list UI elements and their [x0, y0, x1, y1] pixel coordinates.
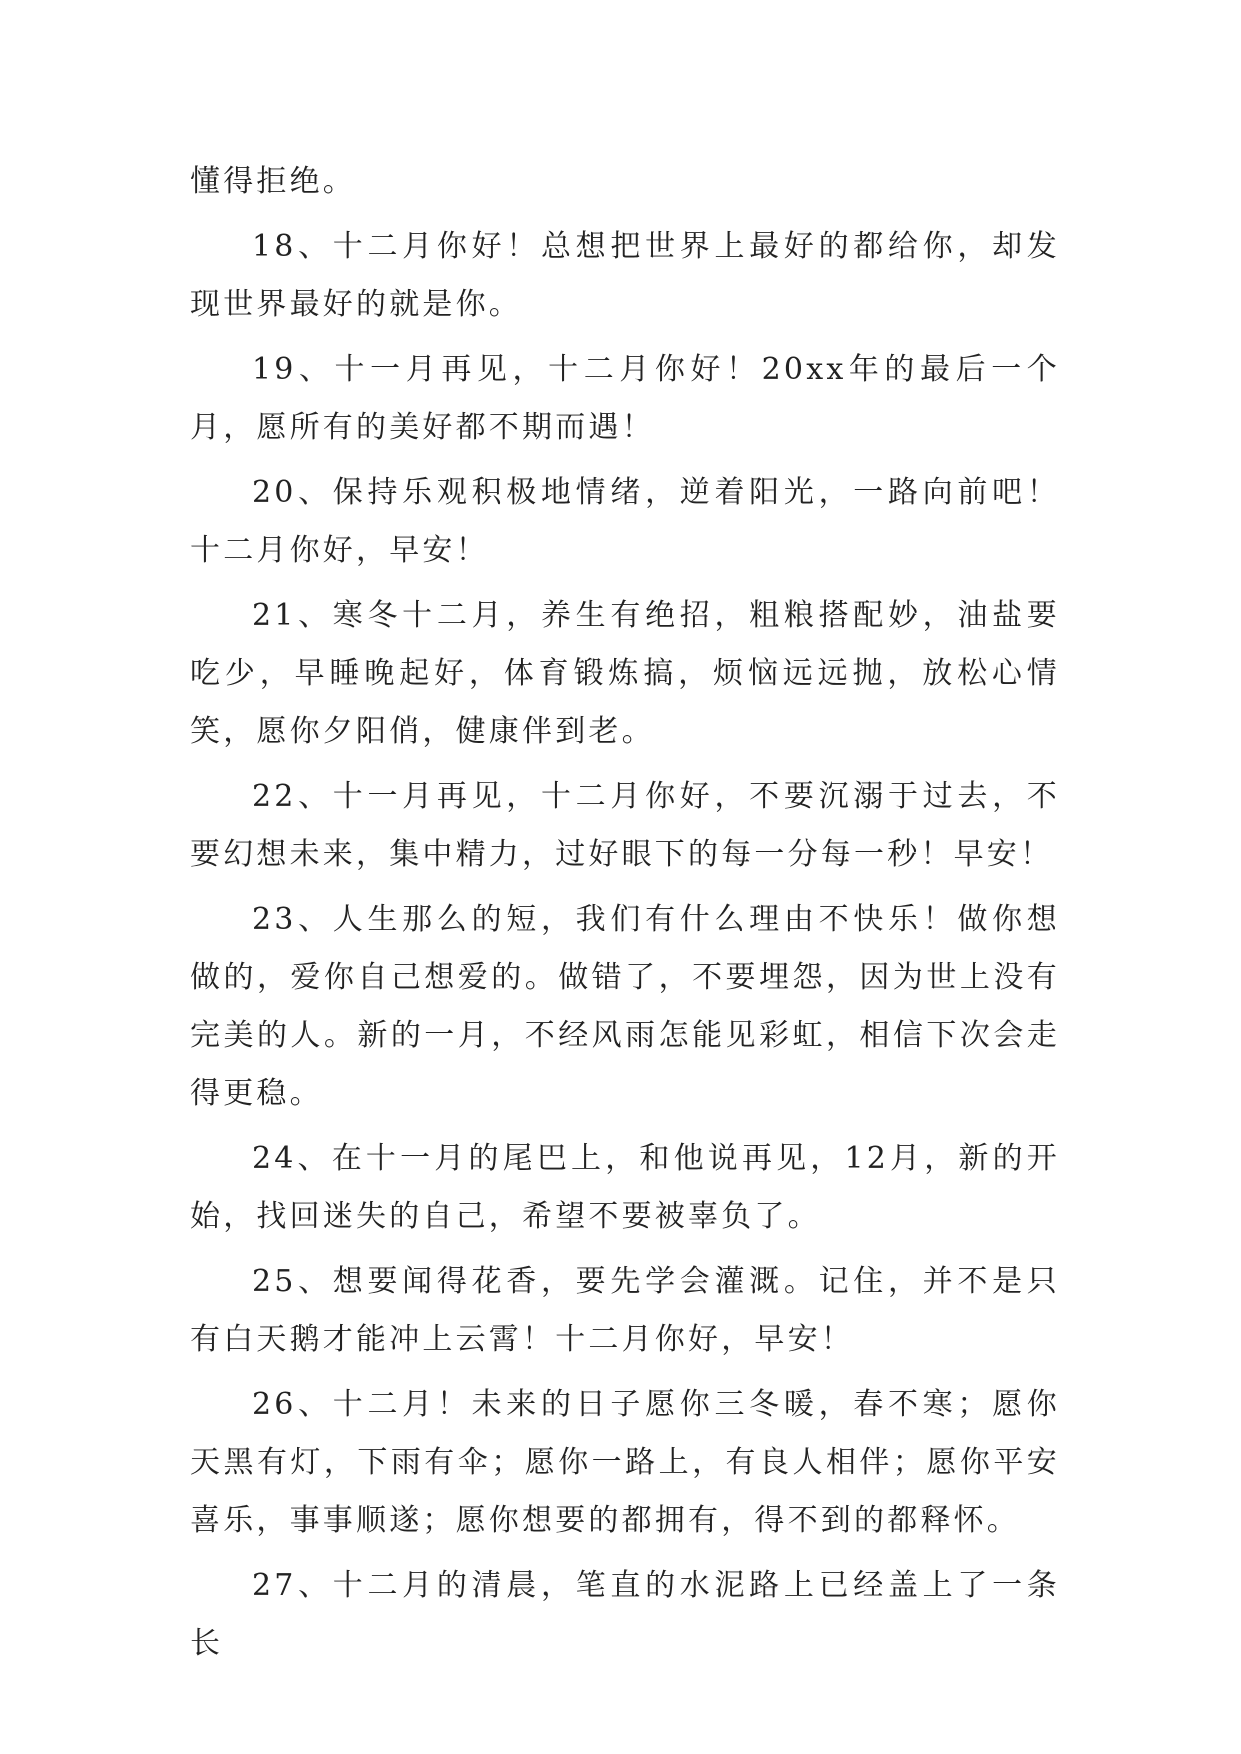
paragraph-22: 22、十一月再见，十二月你好，不要沉溺于过去，不要幻想未来，集中精力，过好眼下的每一分每一秒！早安！: [190, 779, 1060, 872]
document-body: [190, 153, 1060, 1680]
paragraph-27: 27、十二月的清晨，笔直的水泥路上已经盖上了一条长: [190, 1568, 1060, 1661]
paragraph-19: 19、十一月再见，十二月你好！20xx年的最后一个月，愿所有的美好都不期而遇！: [190, 352, 1060, 445]
paragraph-21: 21、寒冬十二月，养生有绝招，粗粮搭配妙，油盐要吃少，早睡晚起好，体育锻炼搞，烦恼远远抛，放松心情笑，愿你夕阳俏，健康伴到老。: [190, 598, 1060, 749]
paragraph-18: 18、十二月你好！总想把世界上最好的都给你，却发现世界最好的就是你。: [190, 229, 1060, 322]
paragraph-continuation: 懂得拒绝。: [190, 164, 356, 199]
paragraph-24: 24、在十一月的尾巴上，和他说再见，12月，新的开始，找回迷失的自己，希望不要被辜负了。: [190, 1141, 1060, 1234]
paragraph-25: 25、想要闻得花香，要先学会灌溉。记住，并不是只有白天鹅才能冲上云霄！十二月你好，早安！: [190, 1264, 1060, 1357]
paragraph-20: 20、保持乐观积极地情绪，逆着阳光，一路向前吧！十二月你好，早安！: [190, 475, 1060, 568]
paragraph-26: 26、十二月！未来的日子愿你三冬暖，春不寒；愿你天黑有灯，下雨有伞；愿你一路上，有良人相伴；愿你平安喜乐，事事顺遂；愿你想要的都拥有，得不到的都释怀。: [190, 1387, 1060, 1538]
paragraph-23: 23、人生那么的短，我们有什么理由不快乐！做你想做的，爱你自己想爱的。做错了，不要埋怨，因为世上没有完美的人。新的一月，不经风雨怎能见彩虹，相信下次会走得更稳。: [190, 902, 1060, 1111]
